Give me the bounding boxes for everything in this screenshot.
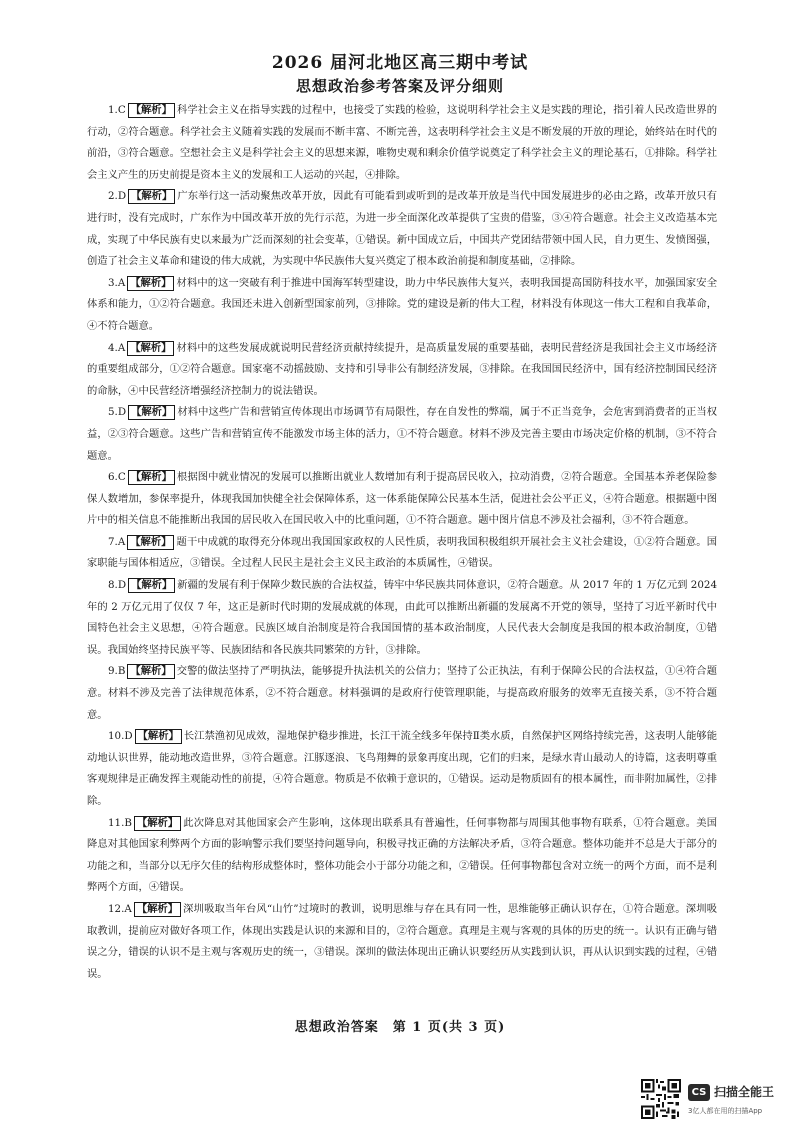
analysis-tag: 【解析】 [127, 276, 174, 291]
answer-item [87, 338, 717, 403]
scanner-tagline: 3亿人都在用的扫描App [688, 1107, 763, 1115]
analysis-tag: 【解析】 [135, 729, 182, 744]
analysis-tag: 【解析】 [127, 664, 174, 679]
answer-item [87, 402, 717, 467]
answer-text: 此次降息对其他国家会产生影响，这体现出联系具有普遍性，任何事物都与周围其他事物有联系，①符合题意。美国降息对其他国家利弊两个方面的影响警示我们要坚持问题导向，积极寻找正确的方法解决矛盾，③符合题意。整体功能并不总是大于部分的功能之和，当部分以无序欠佳的结构形成整体时，整体功能会小于部分功能之和，②错误。任何事物都包含对立统一的两个方面，而不是利弊两个方面，④错误。 [87, 816, 717, 894]
answer-item [87, 100, 717, 186]
analysis-tag: 【解析】 [134, 902, 181, 917]
answer-text: 新疆的发展有利于保障少数民族的合法权益，铸牢中华民族共同体意识，②符合题意。从 2017 年的 1 万亿元到 2024 年的 2 万亿元用了仅仅 7 年，这正是新时代时期的发展成就的体现，由此可以推断出新疆的发展离不开党的领导，坚持了习近平新时代中国特色社会主义思想，④符合题意。民族区域自治制度是符合我国国情的基本政治制度，人民代表大会制度是我国的根本政治制度，①错误。我国始终坚持民族平等、民族团结和各民族共同繁荣的方针，③排除。 [87, 579, 717, 656]
answer-number: 9.B [108, 665, 126, 678]
analysis-tag: 【解析】 [128, 103, 175, 118]
answer-number: 4.A [108, 341, 126, 354]
answer-item [87, 661, 717, 726]
exam-title: 2026 届河北地区高三期中考试 [271, 53, 529, 73]
answer-number: 7.A [108, 535, 126, 548]
answer-number: 3.A [108, 276, 126, 289]
answer-text: 广东举行这一活动聚焦改革开放，因此有可能看到或听到的是改革开放是当代中国发展进步的必由之路，改革开放只有进行时，没有完成时，广东作为中国改革开放的先行示范，为进一步全面深化改革提供了宝贵的借鉴，③④符合题意。社会主义改造基本完成，实现了中华民族有史以来最为广泛而深刻的社会变革，①错误。新中国成立后，中国共产党团结带领中国人民，自力更生、发愤图强，创造了社会主义革命和建设的伟大成就，为实现中华民族伟大复兴奠定了根本政治前提和制度基础，②排除。 [87, 190, 717, 268]
analysis-tag: 【解析】 [127, 535, 174, 550]
exam-subtitle: 思想政治参考答案及评分细则 [295, 77, 504, 95]
page-footer: 思想政治答案 第 1 页(共 3 页) [294, 1020, 506, 1035]
answer-item [87, 467, 717, 532]
analysis-tag: 【解析】 [128, 578, 175, 593]
analysis-tag: 【解析】 [128, 470, 175, 485]
answer-text: 深圳吸取当年台风“山竹”过境时的教训，说明思维与存在具有同一性，思维能够正确认识存在，①符合题意。深圳吸取教训，提前应对做好各项工作，体现出实践是认识的来源和目的，②符合题意。真理是主观与客观的具体的历史的统一。认识有正确与错误之分，错误的认识不是主观与客观历史的统一，③错误。深圳的做法体现出正确认识要经历从实践到认识，再从认识到实践的过程，④错误。 [87, 902, 717, 980]
answer-number: 6.C [108, 471, 126, 484]
analysis-tag: 【解析】 [127, 341, 174, 356]
answer-text: 交警的做法坚持了严明执法，能够提升执法机关的公信力；坚持了公正执法，有利于保障公民的合法权益，①④符合题意。材料不涉及完善了法律规范体系，②不符合题意。材料强调的是政府行使管理职能，与提高政府服务的效率无直接关系，③不符合题意。 [87, 665, 717, 721]
analysis-tag: 【解析】 [134, 816, 181, 831]
answer-text: 科学社会主义在指导实践的过程中，也接受了实践的检验，这说明科学社会主义是实践的理论，指引着人民改造世界的行动，②符合题意。科学社会主义随着实践的发展而不断丰富、不断完善，这表明科学社会主义是不断发展的开放的理论，始终站在时代的前沿，③符合题意。空想社会主义是科学社会主义的思想来源，唯物史观和剩余价值学说奠定了科学社会主义的理论基石，①排除。科学社会主义产生的历史前提是资本主义的发展和工人运动的兴起，④排除。 [87, 104, 717, 181]
answer-item [87, 813, 717, 899]
answer-number: 8.D [108, 579, 127, 592]
answer-item [87, 726, 717, 812]
qr-code-icon [641, 1079, 681, 1119]
answer-item [87, 575, 717, 661]
scanner-brand: 扫描全能王 [714, 1085, 775, 1099]
answer-item [87, 273, 717, 338]
answer-number: 10.D [108, 730, 133, 743]
answer-item [87, 186, 717, 272]
answer-item [87, 899, 717, 985]
answer-text: 根据图中就业情况的发展可以推断出就业人数增加有利于提高居民收入，拉动消费，②符合题意。全国基本养老保险参保人数增加，参保率提升，体现我国加快健全社会保障体系，这一体系能保障公民基本生活，促进社会公平正义，④符合题意。根据题中图片中的相关信息不能推断出我国的居民收入在国民收入中的比重问题，①不符合题意。题中图片信息不涉及社会福利，③不符合题意。 [87, 471, 717, 527]
analysis-tag: 【解析】 [128, 189, 175, 204]
answer-number: 12.A [108, 902, 132, 915]
answer-item [87, 532, 717, 575]
answer-text: 材料中的这一突破有利于推进中国海军转型建设，助力中华民族伟大复兴，表明我国提高国防科技水平，加强国家安全体系和能力，①②符合题意。我国还未进入创新型国家前列，③排除。党的建设是新的伟大工程，材料没有体现这一伟大工程和自我革命，④不符合题意。 [87, 276, 717, 332]
answer-number: 1.C [108, 104, 126, 116]
analysis-tag: 【解析】 [128, 405, 175, 420]
answer-text: 材料中这些广告和营销宣传体现出市场调节有局限性，存在自发性的弊端，属于不正当竞争，会危害到消费者的正当权益，②③符合题意。这些广告和营销宣传不能激发市场主体的活力，①不符合题意。材料不涉及完善主要由市场决定价格的机制，③不符合题意。 [87, 406, 717, 462]
answer-text: 长江禁渔初见成效，湿地保护稳步推进，长江干流全线多年保持Ⅱ类水质，自然保护区网络持续完善，这表明人能够能动地认识世界，能动地改造世界，③符合题意。江豚逐浪、飞鸟翔舞的景象再度出现，它们的归来，是绿水青山最动人的诗篇，这表明尊重客观规律是正确发挥主观能动性的前提，④符合题意。物质是不依赖于意识的，①错误。运动是物质固有的根本属性，而非附加属性，②排除。 [87, 730, 717, 807]
answer-text: 材料中的这些发展成就说明民营经济贡献持续提升，是高质量发展的重要基础，表明民营经济是我国社会主义市场经济的重要组成部分，①②符合题意。国家毫不动摇鼓励、支持和引导非公有制经济发展，③排除。在我国国民经济中，国有经济控制国民经济的命脉，④中民营经济增强经济控制力的说法错误。 [87, 341, 717, 397]
answer-text: 题干中成就的取得充分体现出我国国家政权的人民性质，表明我国积极组织开展社会主义社会建设，①②符合题意。国家职能与国体相适应，③错误。全过程人民民主是社会主义民主政治的本质属性，④错误。 [87, 535, 717, 570]
answer-number: 11.B [108, 816, 132, 829]
answer-number: 2.D [108, 190, 127, 203]
answer-list [87, 100, 717, 985]
answer-number: 5.D [108, 406, 127, 419]
camscanner-logo-icon: CS [688, 1084, 710, 1101]
